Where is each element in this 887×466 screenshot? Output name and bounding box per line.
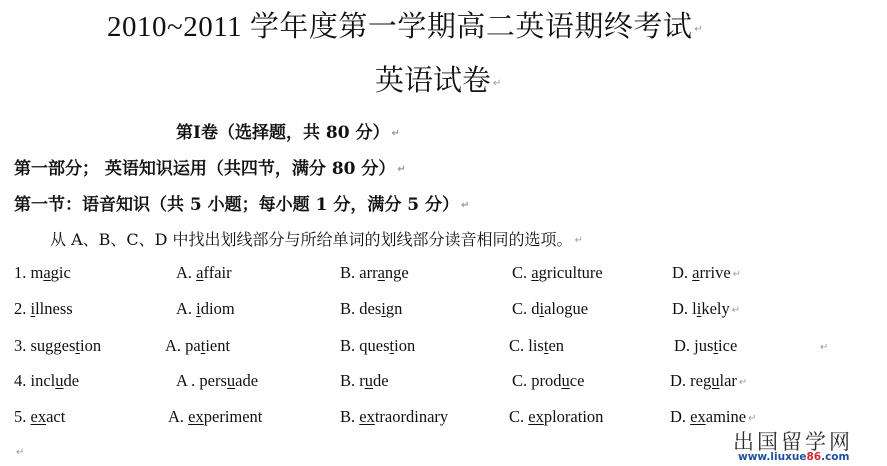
underlined-part: u: [364, 371, 374, 390]
paragraph-mark-icon: ↵: [731, 304, 741, 316]
option-a: A. idiom: [176, 299, 235, 318]
option-b: B. arrange: [340, 263, 409, 282]
option-c: C. listen: [509, 336, 565, 355]
option-b: B. rude: [340, 371, 389, 390]
option-c: C. produce: [512, 371, 585, 390]
option-a: A. affair: [176, 263, 232, 282]
underlined-part: a: [377, 263, 385, 282]
watermark-url: www.liuxue86.com: [738, 451, 850, 463]
question-stem: 3. suggestion: [14, 336, 102, 355]
underlined-part: ex: [528, 407, 544, 426]
paragraph-mark-icon: ↵: [391, 128, 400, 139]
option-a: A. patient: [165, 336, 231, 355]
question-stem: 4. include: [14, 371, 80, 390]
option-a: A . persuade: [176, 371, 259, 390]
underlined-part: i: [30, 299, 36, 318]
paragraph-mark-icon: ↵: [493, 77, 502, 89]
underlined-part: a: [531, 263, 539, 282]
underlined-part: ex: [690, 407, 706, 426]
paragraph-mark-icon: ↵: [820, 342, 829, 353]
underlined-part: i: [696, 299, 702, 318]
underlined-part: a: [692, 263, 700, 282]
paragraph-mark-icon: ↵: [748, 412, 757, 424]
option-a: A. experiment: [168, 407, 263, 426]
underlined-part: i: [381, 299, 386, 318]
option-c: C. agriculture: [512, 263, 603, 282]
option-d: D. regular ↵: [670, 371, 748, 390]
option-d: D. examine ↵: [670, 407, 757, 426]
option-b: B. design: [340, 299, 403, 318]
underlined-part: t: [389, 336, 395, 355]
underlined-part: u: [226, 371, 236, 390]
paragraph-mark-icon: ↵: [574, 235, 583, 246]
option-c: C. dialogue: [512, 299, 589, 318]
underlined-part: i: [196, 299, 201, 318]
underlined-part: t: [543, 336, 549, 355]
option-d: D. arrive ↵: [672, 263, 742, 282]
underlined-part: t: [200, 336, 206, 355]
instruction-text: 从 A、B、C、D 中找出划线部分与所给单词的划线部分读音相同的选项。 ↵: [50, 230, 583, 249]
option-c: C. exploration: [509, 407, 604, 426]
paragraph-mark-icon: ↵: [461, 200, 470, 211]
question-stem: 5. exact: [14, 407, 66, 426]
part-heading: 第一部分； 英语知识运用（共四节，满分 80 分） ↵: [14, 159, 406, 179]
underlined-part: a: [43, 263, 51, 282]
volume-heading: 第I卷（选择题，共 80 分） ↵: [176, 123, 400, 143]
underlined-part: ex: [188, 407, 204, 426]
underlined-part: t: [75, 336, 81, 355]
underlined-part: a: [196, 263, 204, 282]
option-b: B. question: [340, 336, 416, 355]
option-d: D. justice: [674, 336, 738, 355]
paragraph-mark-icon: ↵: [16, 447, 25, 458]
underlined-part: u: [561, 371, 570, 390]
exam-subtitle: 英语试卷 ↵: [375, 65, 502, 97]
question-stem: 2. illness: [14, 299, 73, 318]
paragraph-mark-icon: ↵: [738, 376, 748, 388]
paragraph-mark-icon: ↵: [732, 268, 742, 280]
section-heading: 第一节：语音知识（共 5 小题；每小题 1 分，满分 5 分） ↵: [14, 195, 470, 215]
option-b: B. extraordinary: [340, 407, 449, 426]
underlined-part: t: [713, 336, 719, 355]
watermark-logo-text: 出国留学网: [733, 430, 853, 454]
underlined-part: ex: [359, 407, 375, 426]
paragraph-mark-icon: ↵: [694, 23, 704, 35]
question-stem: 1. magic: [14, 263, 71, 282]
underlined-part: u: [55, 371, 64, 390]
paragraph-mark-icon: ↵: [397, 164, 406, 175]
underlined-part: ex: [30, 407, 47, 426]
underlined-part: i: [539, 299, 545, 318]
underlined-part: gu: [703, 371, 720, 390]
option-d: D. likely ↵: [672, 299, 741, 318]
exam-title: 2010~2011 学年度第一学期高二英语期终考试 ↵: [107, 11, 704, 43]
